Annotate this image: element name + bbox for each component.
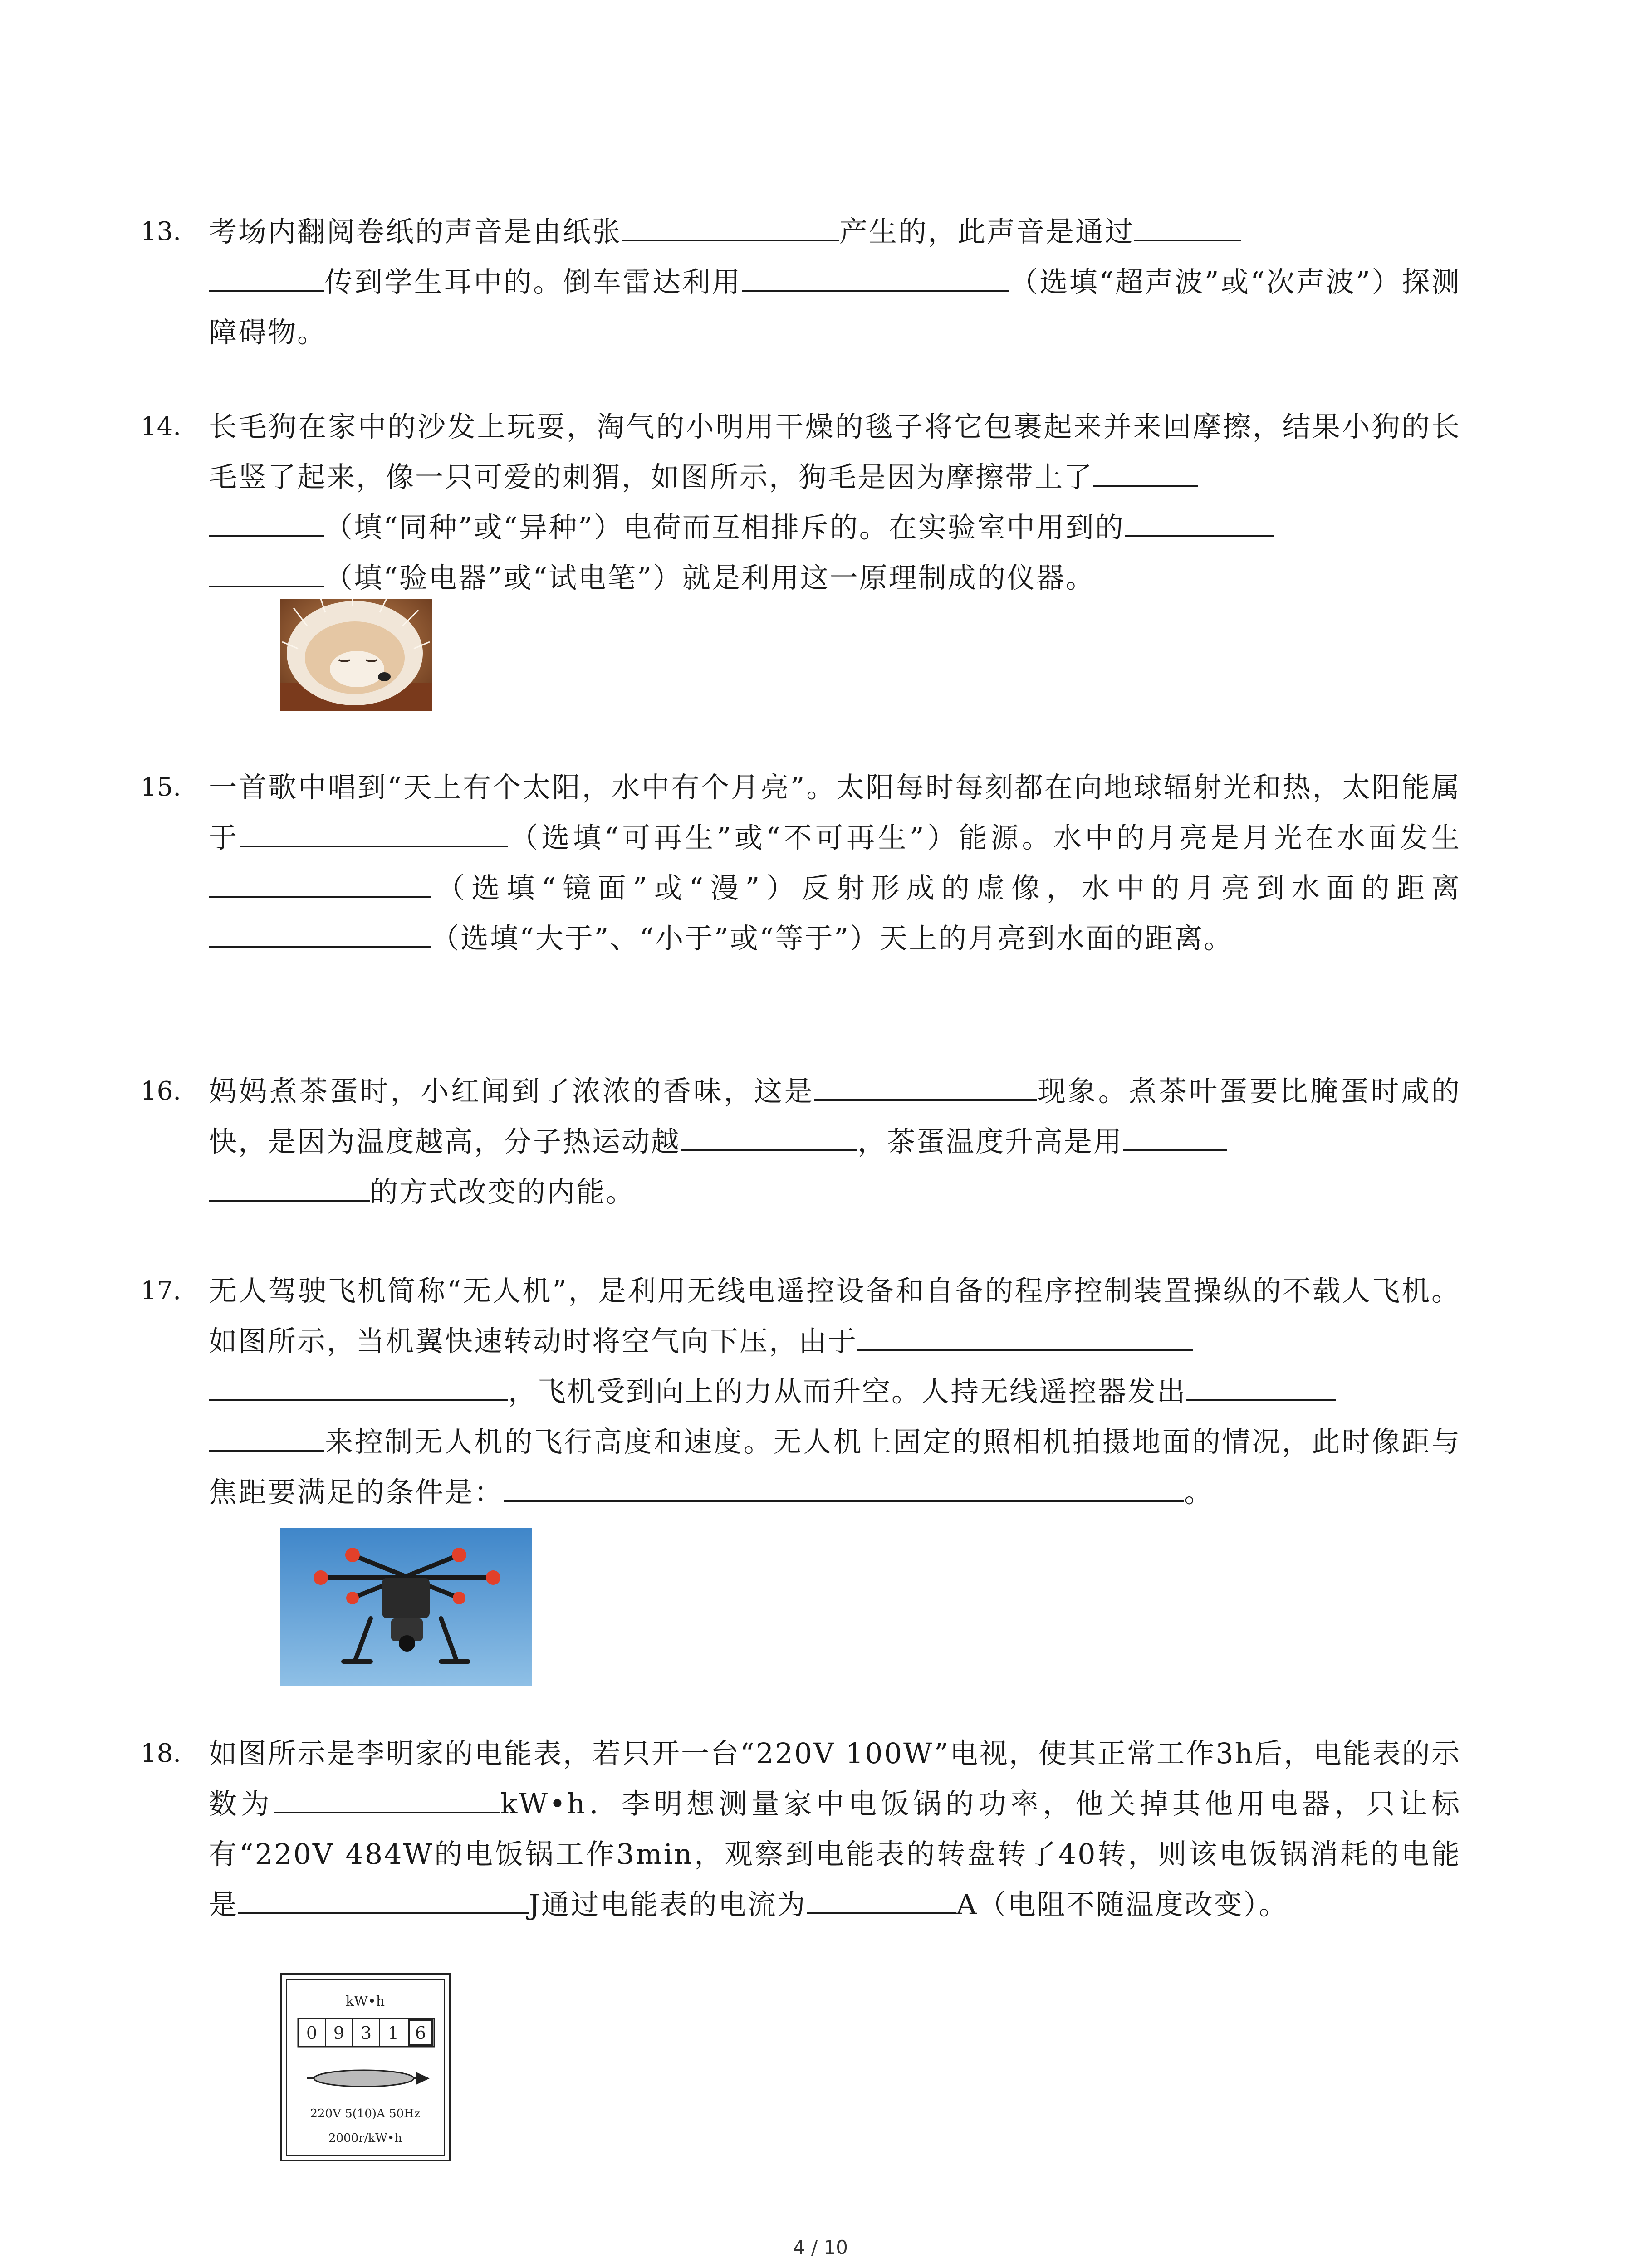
answer-blank[interactable] xyxy=(1134,211,1241,241)
question-15 xyxy=(141,762,1461,963)
answer-blank[interactable] xyxy=(742,262,1009,292)
answer-blank[interactable] xyxy=(807,1884,956,1914)
answer-blank[interactable] xyxy=(1093,457,1198,487)
drone-photo xyxy=(280,1528,532,1686)
answer-blank[interactable] xyxy=(209,918,431,948)
answer-blank[interactable] xyxy=(209,1422,324,1452)
question-text: 产生的，此声音是通过 xyxy=(839,215,1135,248)
answer-blank[interactable] xyxy=(504,1472,1184,1502)
question-text: 长毛狗在家中的沙发上玩耍，淘气的小明用干燥的毯子将它包裹起来并来回摩擦，结果小狗的长毛竖了起来，像一只可爱的刺猬，如图所示，狗毛是因为摩擦带上了 xyxy=(209,410,1461,494)
question-14 xyxy=(141,401,1461,603)
question-text: kW•h．李明想测量家中电饭锅的功率，他关掉其他用电器，只让标有“220V 484W的电饭锅工作3min，观察到电能表的转盘转了40转，则该电饭锅消耗的电能是 xyxy=(209,1787,1461,1921)
question-text: A（电阻不随温度改变）。 xyxy=(956,1888,1288,1921)
meter-digit: 6 xyxy=(415,2023,426,2043)
question-text: （选填“可再生”或“不可再生”）能源。水中的月亮是月光在水面发生 xyxy=(508,821,1461,854)
question-text: （填“验电器”或“试电笔”）就是利用这一原理制成的仪器。 xyxy=(324,561,1095,594)
question-16 xyxy=(141,1066,1461,1217)
question-text: ，茶蛋温度升高是用 xyxy=(857,1125,1123,1158)
meter-digit: 3 xyxy=(360,2023,372,2043)
question-number: 18. xyxy=(141,1739,181,1768)
electric-meter xyxy=(280,1973,451,2161)
answer-blank[interactable] xyxy=(209,868,431,898)
question-text: 来控制无人机的飞行高度和速度。无人机上固定的照相机拍摄地面的情况，此时像距与焦距要满足的条件是： xyxy=(209,1425,1461,1509)
answer-blank[interactable] xyxy=(1123,1121,1227,1151)
question-text: 传到学生耳中的。倒车雷达利用 xyxy=(324,265,742,298)
meter-rating: 220V 5(10)A 50Hz xyxy=(310,2107,421,2121)
question-number: 16. xyxy=(141,1076,181,1106)
question-text: 无人驾驶飞机简称“无人机”，是利用无线电遥控设备和自备的程序控制装置操纵的不载人飞机。如图所示，当机翼快速转动时将空气向下压，由于 xyxy=(209,1274,1461,1358)
page-number: 4 / 10 xyxy=(793,2236,848,2258)
dog-image xyxy=(280,599,432,711)
meter-unit: kW•h xyxy=(345,1994,385,2009)
meter-constant: 2000r/kW•h xyxy=(328,2131,402,2145)
question-text: （选填“大于”、“小于”或“等于”）天上的月亮到水面的距离。 xyxy=(431,922,1234,955)
question-text: （选填“镜面”或“漫”）反射形成的虚像，水中的月亮到水面的距离 xyxy=(431,871,1461,904)
answer-blank[interactable] xyxy=(857,1321,1193,1351)
meter-digit: 0 xyxy=(306,2023,318,2043)
question-text: （填“同种”或“异种”）电荷而互相排斥的。在实验室中用到的 xyxy=(324,511,1125,544)
answer-blank[interactable] xyxy=(209,262,324,292)
meter-digit: 1 xyxy=(387,2023,399,2043)
meter-digit: 9 xyxy=(333,2023,345,2043)
answer-blank[interactable] xyxy=(209,507,324,537)
answer-blank[interactable] xyxy=(274,1784,500,1813)
answer-blank[interactable] xyxy=(238,1884,529,1914)
question-text: 如图所示是李明家的电能表，若只开一台“220V 100W”电视，使其正常工作3h后，电能表的示数为 xyxy=(209,1737,1461,1820)
question-18 xyxy=(141,1728,1461,1930)
dog-photo xyxy=(280,599,432,711)
question-text: J通过电能表的电流为 xyxy=(529,1888,807,1921)
answer-blank[interactable] xyxy=(622,211,839,241)
answer-blank[interactable] xyxy=(814,1071,1037,1101)
question-number: 17. xyxy=(141,1276,181,1305)
answer-blank[interactable] xyxy=(1125,507,1274,537)
question-number: 14. xyxy=(141,412,181,441)
answer-blank[interactable] xyxy=(681,1121,857,1151)
answer-blank[interactable] xyxy=(1186,1371,1336,1401)
answer-blank[interactable] xyxy=(209,1172,370,1202)
meter-diagram xyxy=(280,1973,451,2161)
question-text: 。 xyxy=(1184,1476,1214,1509)
question-text: 考场内翻阅卷纸的声音是由纸张 xyxy=(209,215,622,248)
question-text: 现象。煮茶叶蛋要比腌蛋时咸的快，是因为温度越高，分子热运动越 xyxy=(209,1075,1461,1158)
question-text: ，飞机受到向上的力从而升空。人持无线遥控器发出 xyxy=(508,1375,1187,1408)
question-text: 的方式改变的内能。 xyxy=(370,1175,636,1208)
question-text: 一首歌中唱到“天上有个太阳，水中有个月亮”。太阳每时每刻都在向地球辐射光和热，太阳能属于 xyxy=(209,771,1461,854)
answer-blank[interactable] xyxy=(209,1371,508,1401)
question-17 xyxy=(141,1266,1461,1517)
drone-image xyxy=(280,1528,532,1686)
question-number: 13. xyxy=(141,217,181,246)
question-number: 15. xyxy=(141,772,181,802)
answer-blank[interactable] xyxy=(209,557,324,587)
question-text: 妈妈煮茶蛋时，小红闻到了浓浓的香味，这是 xyxy=(209,1075,815,1108)
answer-blank[interactable] xyxy=(240,817,508,847)
question-text: （选填“超声波”或“次声波”）探测障碍物。 xyxy=(209,265,1461,349)
question-13 xyxy=(141,206,1461,357)
